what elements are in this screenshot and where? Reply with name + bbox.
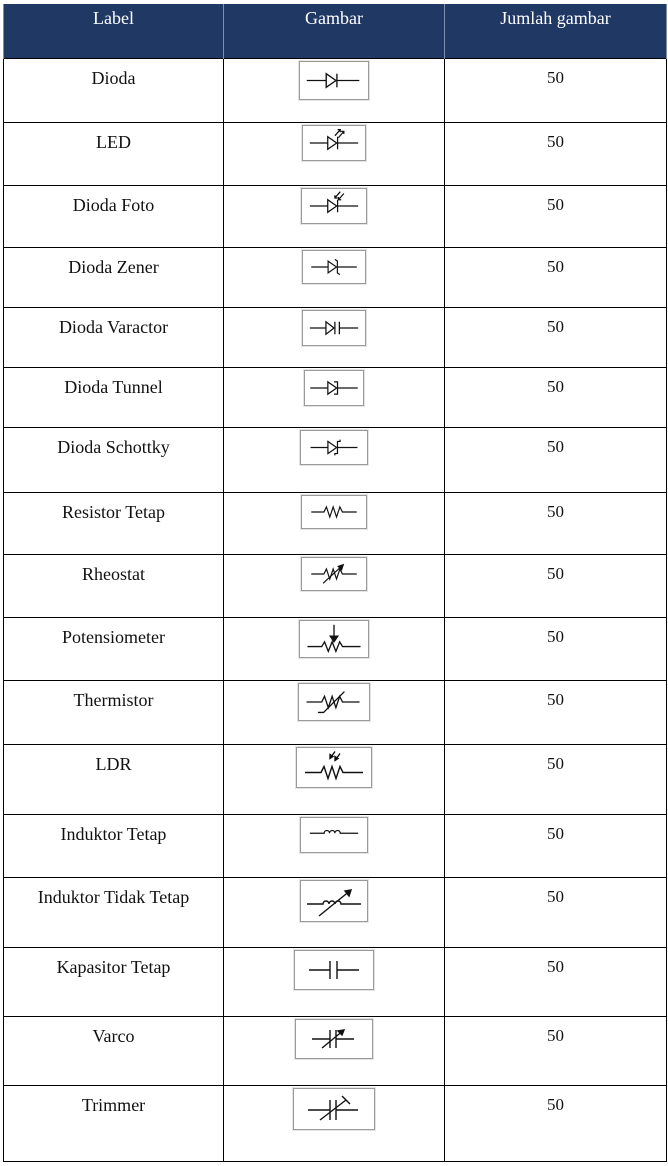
row-label: Dioda	[4, 59, 224, 123]
row-image	[224, 948, 445, 1017]
row-label: Trimmer	[4, 1086, 224, 1162]
row-label: Dioda Tunnel	[4, 368, 224, 428]
zener-diode-symbol-icon	[302, 250, 366, 284]
row-count: 50	[445, 1086, 667, 1162]
row-count: 50	[445, 555, 667, 618]
row-image	[224, 618, 445, 681]
row-count: 50	[445, 618, 667, 681]
row-image	[224, 248, 445, 308]
table-row	[4, 878, 667, 948]
row-count: 50	[445, 878, 667, 948]
trimmer-capacitor-symbol-icon	[293, 1088, 375, 1130]
table-row	[4, 368, 667, 428]
table-row	[4, 248, 667, 308]
table-row	[4, 428, 667, 493]
row-image	[224, 745, 445, 815]
table-row	[4, 815, 667, 878]
row-image	[224, 368, 445, 428]
row-count: 50	[445, 681, 667, 745]
table-row	[4, 59, 667, 123]
fixed-inductor-symbol-icon	[300, 817, 368, 853]
component-table	[3, 4, 667, 1162]
fixed-capacitor-symbol-icon	[294, 950, 374, 990]
table-row	[4, 308, 667, 368]
row-count: 50	[445, 1017, 667, 1086]
row-count: 50	[445, 428, 667, 493]
row-image	[224, 1086, 445, 1162]
row-label: Induktor Tetap	[4, 815, 224, 878]
row-count: 50	[445, 815, 667, 878]
table-row	[4, 745, 667, 815]
row-label: Dioda Foto	[4, 186, 224, 248]
led-symbol-icon	[302, 125, 366, 161]
row-label: LDR	[4, 745, 224, 815]
rheostat-symbol-icon	[301, 557, 367, 591]
row-image	[224, 878, 445, 948]
row-label: Rheostat	[4, 555, 224, 618]
schottky-diode-symbol-icon	[300, 430, 368, 465]
photodiode-symbol-icon	[301, 188, 367, 224]
row-label: Dioda Schottky	[4, 428, 224, 493]
row-label: Dioda Varactor	[4, 308, 224, 368]
table-row	[4, 1017, 667, 1086]
diode-symbol-icon	[299, 61, 369, 100]
row-count: 50	[445, 123, 667, 186]
row-label: Thermistor	[4, 681, 224, 745]
ldr-symbol-icon	[296, 747, 372, 788]
row-count: 50	[445, 308, 667, 368]
row-count: 50	[445, 248, 667, 308]
row-image	[224, 815, 445, 878]
varactor-diode-symbol-icon	[302, 310, 366, 346]
tunnel-diode-symbol-icon	[304, 370, 364, 406]
table-body	[4, 59, 667, 1162]
row-image	[224, 428, 445, 493]
row-image	[224, 186, 445, 248]
row-image	[224, 1017, 445, 1086]
row-image	[224, 681, 445, 745]
row-count: 50	[445, 59, 667, 123]
row-label: Induktor Tidak Tetap	[4, 878, 224, 948]
row-count: 50	[445, 745, 667, 815]
header-count: Jumlah gambar	[445, 4, 667, 59]
header-image: Gambar	[224, 4, 445, 59]
row-label: Varco	[4, 1017, 224, 1086]
table-row	[4, 681, 667, 745]
table-row	[4, 493, 667, 555]
table-row	[4, 123, 667, 186]
table-row	[4, 186, 667, 248]
row-label: Resistor Tetap	[4, 493, 224, 555]
fixed-resistor-symbol-icon	[301, 495, 367, 529]
row-count: 50	[445, 368, 667, 428]
row-count: 50	[445, 948, 667, 1017]
table-row	[4, 555, 667, 618]
row-label: Potensiometer	[4, 618, 224, 681]
row-image	[224, 59, 445, 123]
header-label: Label	[4, 4, 224, 59]
row-image	[224, 493, 445, 555]
row-image	[224, 123, 445, 186]
table-row	[4, 618, 667, 681]
row-count: 50	[445, 493, 667, 555]
row-label: LED	[4, 123, 224, 186]
table-row	[4, 1086, 667, 1162]
varco-symbol-icon	[295, 1019, 373, 1059]
row-count: 50	[445, 186, 667, 248]
potentiometer-symbol-icon	[299, 620, 369, 658]
row-image	[224, 308, 445, 368]
row-image	[224, 555, 445, 618]
row-label: Kapasitor Tetap	[4, 948, 224, 1017]
row-label: Dioda Zener	[4, 248, 224, 308]
thermistor-symbol-icon	[298, 683, 370, 721]
header-row	[4, 4, 667, 59]
table-row	[4, 948, 667, 1017]
variable-inductor-symbol-icon	[300, 880, 368, 922]
